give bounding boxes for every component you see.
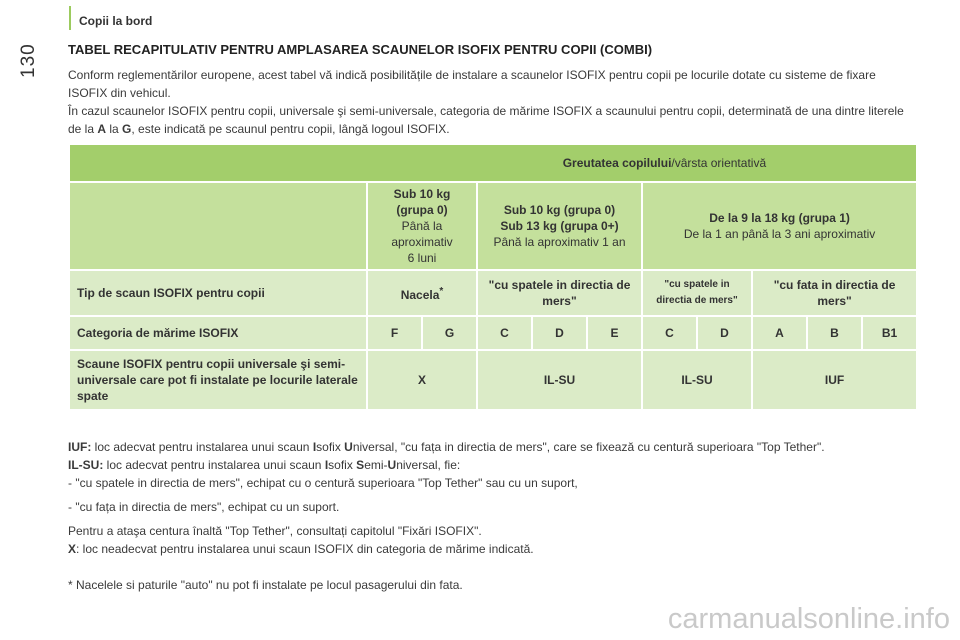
weight-header-row xyxy=(70,145,916,181)
rear-side-seats-label: Scaune ISOFIX pentru copii universale şi semi-universale care pot fi instalate pe locurile laterale spate xyxy=(70,351,366,409)
rear-facing-0plus-cell: "cu spatele in directia de mers" xyxy=(478,271,641,315)
legend-notes xyxy=(68,438,928,558)
size-cell: B1 xyxy=(863,317,916,349)
nacela-cell: Nacela* xyxy=(368,271,476,315)
note-bullet-rear: - "cu spatele in directia de mers", echipat cu o centură superioara "Top Tether" sau cu un suport, xyxy=(68,476,578,490)
group-0-plus-cell: Sub 10 kg (grupa 0) Sub 13 kg (grupa 0+) Până la aproximativ 1 an xyxy=(478,183,641,269)
seat-value-cell: IUF xyxy=(753,351,916,409)
size-cell: A xyxy=(753,317,806,349)
intro-paragraph-1: Conform reglementărilor europene, acest tabel vă indică posibilitățile de instalare a scaunelor ISOFIX pentru copii pe locurile dotate cu sisteme de fixare ISOFIX din vehicul. xyxy=(68,68,876,100)
note-ilsu: IL-SU: loc adecvat pentru instalarea unui scaun Isofix Semi-Universal, fie: xyxy=(68,458,461,472)
section-accent-bar xyxy=(69,6,71,30)
seat-type-label: Tip de scaun ISOFIX pentru copii xyxy=(70,271,366,315)
note-top-tether: Pentru a ataşa centura înaltă "Top Tether", consultați capitolul "Fixări ISOFIX". xyxy=(68,524,482,538)
group-1-cell: De la 9 la 18 kg (grupa 1) De la 1 an până la 3 ani aproximativ xyxy=(643,183,916,269)
size-cell: F xyxy=(368,317,421,349)
note-x: X: loc neadecvat pentru instalarea unui scaun ISOFIX din categoria de mărime indicată. xyxy=(68,542,534,556)
size-cell: E xyxy=(588,317,641,349)
seat-value-cell: IL-SU xyxy=(643,351,751,409)
isofix-table xyxy=(68,143,918,411)
front-facing-group1-cell: "cu fata in directia de mers" xyxy=(753,271,916,315)
size-cell: C xyxy=(643,317,696,349)
rear-side-seats-row xyxy=(70,351,916,409)
group-row xyxy=(70,183,916,269)
page-number: 130 xyxy=(18,43,39,78)
footnote: * Nacelele si paturile "auto" nu pot fi instalate pe locul pasagerului din fata. xyxy=(68,578,463,592)
seat-type-row xyxy=(70,271,916,315)
size-cell: G xyxy=(423,317,476,349)
intro-text xyxy=(68,66,918,138)
section-label: Copii la bord xyxy=(79,14,153,28)
weight-header-cell: Greutatea copilului/vârsta orientativă xyxy=(70,145,916,181)
rear-facing-group1-cell: "cu spatele in directia de mers" xyxy=(643,271,751,315)
intro-paragraph-2: În cazul scaunelor ISOFIX pentru copii, universale şi semi-universale, categoria de mărime ISOFIX a scaunului pentru copii, determinată de una dintre literele de la A la G, este indicată pe scaunul pentru copii, lângă logoul ISOFIX. xyxy=(68,104,904,136)
seat-value-cell: X xyxy=(368,351,476,409)
group-row-blank xyxy=(70,183,366,269)
group-0-cell: Sub 10 kg (grupa 0) Până la aproximativ 6 luni xyxy=(368,183,476,269)
seat-value-cell: IL-SU xyxy=(478,351,641,409)
page-title: TABEL RECAPITULATIV PENTRU AMPLASAREA SCAUNELOR ISOFIX PENTRU COPII (COMBI) xyxy=(68,42,653,57)
note-bullet-front: - "cu fața in directia de mers", echipat cu un suport. xyxy=(68,500,340,514)
size-category-row xyxy=(70,317,916,349)
watermark: carmanualsonline.info xyxy=(667,603,950,635)
note-iuf: IUF: loc adecvat pentru instalarea unui scaun Isofix Universal, "cu fața in directia de mers", care se fixează cu centură superioara "Top Tether". xyxy=(68,440,825,454)
size-category-label: Categoria de mărime ISOFIX xyxy=(70,317,366,349)
size-cell: B xyxy=(808,317,861,349)
size-cell: D xyxy=(698,317,751,349)
size-cell: D xyxy=(533,317,586,349)
size-cell: C xyxy=(478,317,531,349)
